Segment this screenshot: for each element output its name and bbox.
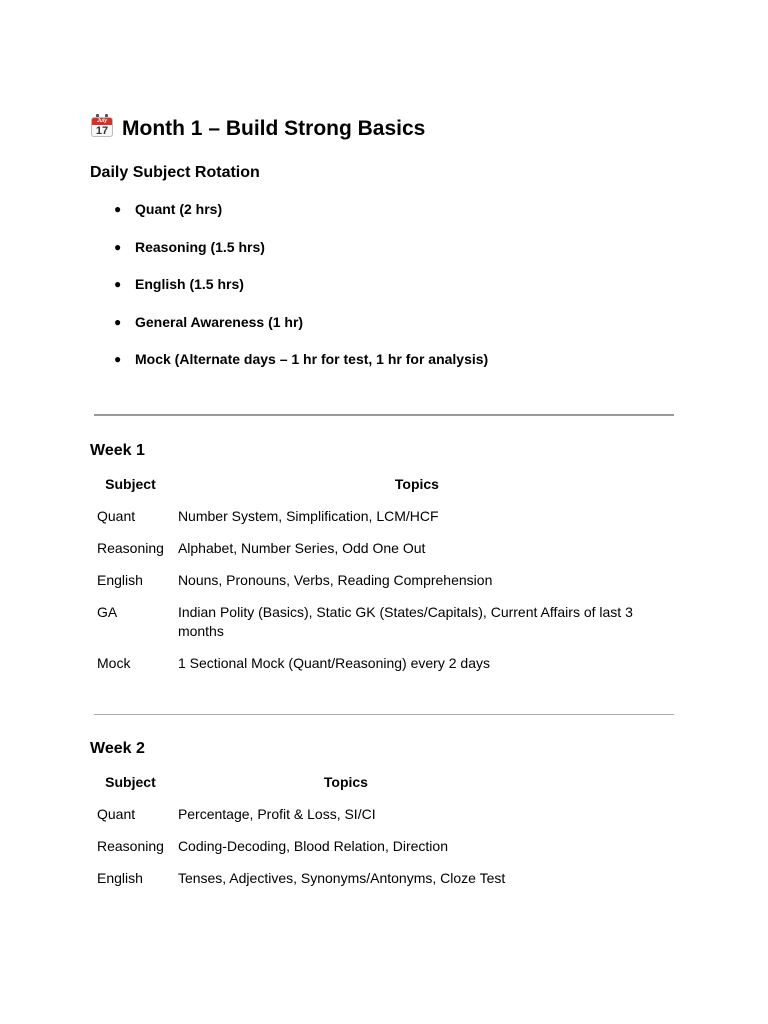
topics-cell: Tenses, Adjectives, Synonyms/Antonyms, Cloze Test: [177, 870, 506, 886]
week1-heading: Week 1: [90, 442, 145, 459]
topics-cell: Nouns, Pronouns, Verbs, Reading Comprehension: [177, 572, 493, 588]
subject-cell: Quant: [97, 508, 136, 524]
page-title-text: Month 1 – Build Strong Basics: [122, 117, 426, 140]
table-row: [90, 597, 663, 648]
week2-table: [90, 767, 521, 895]
page-title: [90, 112, 425, 146]
column-header-subject: Subject: [105, 774, 156, 790]
table-row: [90, 799, 521, 831]
table-row: [90, 863, 521, 895]
week2-heading: Week 2: [90, 740, 145, 757]
subject-cell: English: [97, 572, 143, 588]
table-row: [90, 565, 663, 597]
rotation-list: [90, 199, 488, 387]
subject-cell: Mock: [97, 655, 131, 671]
rotation-heading: Daily Subject Rotation: [90, 164, 260, 181]
week1-table: [90, 469, 663, 680]
table-row: [90, 831, 521, 863]
bullet-icon: ●: [114, 202, 122, 216]
topics-cell: 1 Sectional Mock (Quant/Reasoning) every 2 days: [177, 655, 490, 671]
topics-cell: Percentage, Profit & Loss, SI/CI: [177, 806, 376, 822]
subject-cell: Reasoning: [97, 540, 164, 556]
list-item: ● Quant (2 hrs): [114, 201, 223, 217]
bullet-icon: ●: [114, 314, 122, 329]
topics-cell: Coding-Decoding, Blood Relation, Direction: [177, 838, 448, 854]
column-header-topics: Topics: [323, 774, 368, 790]
table-row: [90, 648, 663, 680]
subject-cell: Quant: [97, 806, 136, 822]
list-item: ● English (1.5 hrs): [114, 276, 244, 292]
calendar-icon: July 17: [90, 114, 114, 138]
topics-cell: Number System, Simplification, LCM/HCF: [177, 508, 439, 524]
table-row: [90, 533, 663, 565]
list-item: ● Mock (Alternate days – 1 hr for test, 1 hr for analysis): [114, 351, 489, 367]
subject-cell: Reasoning: [97, 838, 164, 854]
bullet-icon: ●: [114, 277, 122, 291]
bullet-icon: ●: [114, 239, 122, 254]
subject-cell: English: [97, 870, 143, 886]
list-item: ● Reasoning (1.5 hrs): [114, 238, 265, 255]
table-header-row: [90, 469, 663, 501]
column-header-topics: Topics: [394, 476, 439, 492]
list-item: ● General Awareness (1 hr): [114, 313, 304, 330]
table-header-row: [90, 767, 521, 799]
section-divider: [94, 414, 674, 416]
section-divider: [94, 714, 674, 715]
column-header-subject: Subject: [105, 476, 156, 492]
topics-cell: Indian Polity (Basics), Static GK (States/Capitals), Current Affairs of last 3 months: [177, 604, 633, 639]
topics-cell: Alphabet, Number Series, Odd One Out: [177, 540, 426, 556]
table-row: [90, 501, 663, 533]
bullet-icon: ●: [114, 352, 122, 366]
subject-cell: GA: [97, 604, 118, 620]
